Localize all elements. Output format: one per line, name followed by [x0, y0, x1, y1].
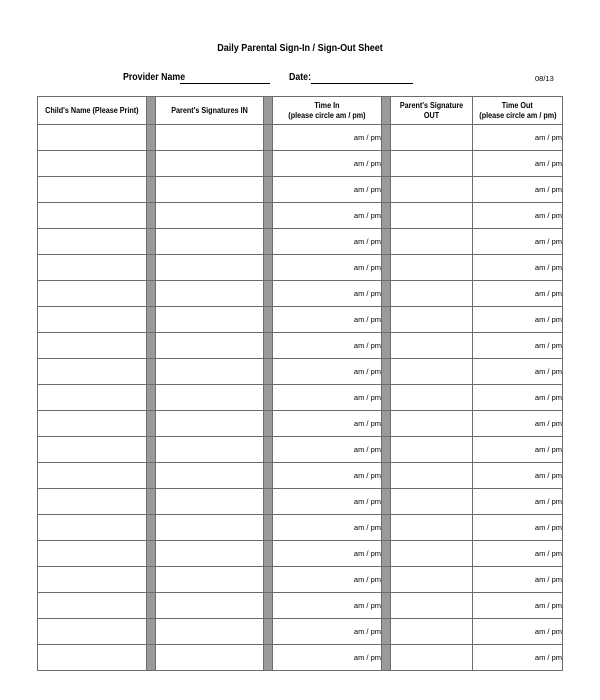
time-out-cell[interactable]: am / pm [473, 333, 563, 359]
column-divider [264, 593, 273, 619]
table-row [38, 255, 563, 281]
time-in-cell[interactable]: am / pm [273, 203, 382, 229]
column-divider [147, 307, 156, 333]
column-divider [264, 567, 273, 593]
signature-out-cell[interactable] [391, 125, 473, 151]
column-header-child-name: Child's Name (Please Print) [38, 97, 147, 125]
column-divider [147, 97, 156, 125]
signature-in-cell[interactable] [156, 593, 264, 619]
time-in-cell[interactable]: am / pm [273, 567, 382, 593]
child-name-cell[interactable] [38, 307, 147, 333]
time-in-cell[interactable]: am / pm [273, 645, 382, 671]
table-row [38, 463, 563, 489]
child-name-cell[interactable] [38, 541, 147, 567]
column-divider [382, 281, 391, 307]
time-in-cell[interactable]: am / pm [273, 385, 382, 411]
signature-out-cell[interactable] [391, 593, 473, 619]
table-row [38, 333, 563, 359]
child-name-cell[interactable] [38, 411, 147, 437]
child-name-cell[interactable] [38, 437, 147, 463]
signature-out-cell[interactable] [391, 281, 473, 307]
column-divider [147, 229, 156, 255]
signature-out-cell[interactable] [391, 177, 473, 203]
sign-in-out-table [37, 96, 563, 671]
table-row [38, 307, 563, 333]
signature-out-cell[interactable] [391, 619, 473, 645]
column-divider [382, 593, 391, 619]
column-divider [382, 125, 391, 151]
column-divider [264, 489, 273, 515]
provider-date-row [0, 70, 600, 86]
time-in-cell[interactable]: am / pm [273, 229, 382, 255]
signature-in-cell[interactable] [156, 255, 264, 281]
child-name-cell[interactable] [38, 489, 147, 515]
table-row [38, 541, 563, 567]
signature-out-cell[interactable] [391, 151, 473, 177]
column-divider [264, 515, 273, 541]
time-out-cell[interactable]: am / pm [473, 645, 563, 671]
signature-out-cell[interactable] [391, 411, 473, 437]
signature-in-cell[interactable] [156, 177, 264, 203]
column-divider [382, 229, 391, 255]
column-divider [382, 151, 391, 177]
time-out-cell[interactable]: am / pm [473, 437, 563, 463]
table-body [38, 125, 563, 671]
signature-out-cell[interactable] [391, 229, 473, 255]
time-out-cell[interactable]: am / pm [473, 125, 563, 151]
signature-in-cell[interactable] [156, 307, 264, 333]
time-in-cell[interactable]: am / pm [273, 151, 382, 177]
time-in-cell[interactable]: am / pm [273, 177, 382, 203]
column-divider [264, 307, 273, 333]
time-in-cell[interactable]: am / pm [273, 593, 382, 619]
signature-in-cell[interactable] [156, 203, 264, 229]
time-out-cell[interactable]: am / pm [473, 281, 563, 307]
child-name-cell[interactable] [38, 463, 147, 489]
signature-out-cell[interactable] [391, 437, 473, 463]
column-divider [264, 177, 273, 203]
column-divider [264, 645, 273, 671]
signature-out-cell[interactable] [391, 203, 473, 229]
column-divider [382, 567, 391, 593]
time-out-cell[interactable]: am / pm [473, 411, 563, 437]
table-row [38, 359, 563, 385]
time-out-cell[interactable]: am / pm [473, 463, 563, 489]
column-divider [147, 593, 156, 619]
signature-out-cell[interactable] [391, 515, 473, 541]
column-divider [264, 151, 273, 177]
signature-out-cell[interactable] [391, 645, 473, 671]
column-divider [147, 411, 156, 437]
child-name-cell[interactable] [38, 593, 147, 619]
child-name-cell[interactable] [38, 645, 147, 671]
signature-in-cell[interactable] [156, 411, 264, 437]
signature-in-cell[interactable] [156, 437, 264, 463]
column-divider [382, 177, 391, 203]
column-divider [382, 515, 391, 541]
time-out-cell[interactable]: am / pm [473, 255, 563, 281]
table-row [38, 489, 563, 515]
table-row [38, 645, 563, 671]
column-header-time-out: Time Out (please circle am / pm) [473, 97, 563, 125]
signature-in-cell[interactable] [156, 359, 264, 385]
column-divider [264, 437, 273, 463]
column-divider [147, 463, 156, 489]
column-divider [147, 255, 156, 281]
column-divider [382, 411, 391, 437]
column-header-signature-in: Parent's Signatures IN [156, 97, 264, 125]
table-row [38, 437, 563, 463]
column-header-signature-out: Parent's Signature OUT [391, 97, 473, 125]
time-in-cell[interactable]: am / pm [273, 541, 382, 567]
signature-in-cell[interactable] [156, 333, 264, 359]
column-divider [147, 281, 156, 307]
child-name-cell[interactable] [38, 385, 147, 411]
column-divider [264, 229, 273, 255]
signature-out-cell[interactable] [391, 307, 473, 333]
time-in-cell[interactable]: am / pm [273, 307, 382, 333]
column-divider [147, 177, 156, 203]
signature-out-cell[interactable] [391, 333, 473, 359]
form-revision-code: 08/13 [535, 74, 554, 83]
column-divider [264, 619, 273, 645]
signature-out-cell[interactable] [391, 489, 473, 515]
time-in-cell[interactable]: am / pm [273, 619, 382, 645]
column-divider [264, 463, 273, 489]
time-out-cell[interactable]: am / pm [473, 567, 563, 593]
table-row [38, 125, 563, 151]
table-row [38, 281, 563, 307]
child-name-cell[interactable] [38, 177, 147, 203]
child-name-cell[interactable] [38, 151, 147, 177]
signature-out-cell[interactable] [391, 359, 473, 385]
column-divider [264, 281, 273, 307]
column-divider [382, 489, 391, 515]
signature-in-cell[interactable] [156, 229, 264, 255]
signature-in-cell[interactable] [156, 619, 264, 645]
child-name-cell[interactable] [38, 229, 147, 255]
signature-in-cell[interactable] [156, 541, 264, 567]
column-divider [382, 97, 391, 125]
column-divider [147, 125, 156, 151]
column-divider [147, 515, 156, 541]
signature-out-cell[interactable] [391, 567, 473, 593]
provider-name-field[interactable] [180, 83, 270, 84]
signature-in-cell[interactable] [156, 489, 264, 515]
child-name-cell[interactable] [38, 125, 147, 151]
signature-out-cell[interactable] [391, 255, 473, 281]
time-out-cell[interactable]: am / pm [473, 489, 563, 515]
signature-in-cell[interactable] [156, 515, 264, 541]
time-in-cell[interactable]: am / pm [273, 125, 382, 151]
table-row [38, 619, 563, 645]
time-in-cell[interactable]: am / pm [273, 411, 382, 437]
table-row [38, 151, 563, 177]
signature-in-cell[interactable] [156, 567, 264, 593]
child-name-cell[interactable] [38, 359, 147, 385]
date-label: Date: [289, 72, 312, 83]
time-out-cell[interactable]: am / pm [473, 541, 563, 567]
signature-in-cell[interactable] [156, 385, 264, 411]
form-title: Daily Parental Sign-In / Sign-Out Sheet [217, 42, 383, 54]
time-out-cell[interactable]: am / pm [473, 619, 563, 645]
table-row [38, 411, 563, 437]
table-header-row [38, 97, 563, 125]
time-in-cell[interactable]: am / pm [273, 437, 382, 463]
column-divider [264, 255, 273, 281]
signature-in-cell[interactable] [156, 463, 264, 489]
column-divider [147, 489, 156, 515]
column-divider [382, 645, 391, 671]
column-divider [382, 437, 391, 463]
column-divider [147, 619, 156, 645]
column-divider [264, 385, 273, 411]
column-divider [147, 359, 156, 385]
time-out-cell[interactable]: am / pm [473, 593, 563, 619]
table-row [38, 229, 563, 255]
column-divider [147, 151, 156, 177]
child-name-cell[interactable] [38, 619, 147, 645]
time-out-cell[interactable]: am / pm [473, 515, 563, 541]
column-divider [382, 255, 391, 281]
column-header-time-in: Time In (please circle am / pm) [273, 97, 382, 125]
signature-in-cell[interactable] [156, 645, 264, 671]
signature-in-cell[interactable] [156, 125, 264, 151]
child-name-cell[interactable] [38, 281, 147, 307]
time-out-cell[interactable]: am / pm [473, 177, 563, 203]
table-row [38, 515, 563, 541]
table-row [38, 593, 563, 619]
signature-out-cell[interactable] [391, 385, 473, 411]
time-out-cell[interactable]: am / pm [473, 307, 563, 333]
time-in-cell[interactable]: am / pm [273, 281, 382, 307]
column-divider [147, 541, 156, 567]
child-name-cell[interactable] [38, 333, 147, 359]
signature-out-cell[interactable] [391, 463, 473, 489]
column-divider [264, 359, 273, 385]
column-divider [264, 203, 273, 229]
time-out-cell[interactable]: am / pm [473, 203, 563, 229]
table-row [38, 177, 563, 203]
column-divider [147, 385, 156, 411]
column-divider [264, 411, 273, 437]
time-in-cell[interactable]: am / pm [273, 489, 382, 515]
column-divider [147, 645, 156, 671]
column-divider [147, 437, 156, 463]
table-row [38, 567, 563, 593]
column-divider [147, 203, 156, 229]
column-divider [382, 359, 391, 385]
child-name-cell[interactable] [38, 255, 147, 281]
child-name-cell[interactable] [38, 515, 147, 541]
child-name-cell[interactable] [38, 567, 147, 593]
table-row [38, 203, 563, 229]
time-out-cell[interactable]: am / pm [473, 229, 563, 255]
time-in-cell[interactable]: am / pm [273, 463, 382, 489]
time-out-cell[interactable]: am / pm [473, 151, 563, 177]
column-divider [382, 385, 391, 411]
column-divider [382, 619, 391, 645]
time-in-cell[interactable]: am / pm [273, 359, 382, 385]
table-row [38, 385, 563, 411]
time-out-cell[interactable]: am / pm [473, 359, 563, 385]
column-divider [382, 203, 391, 229]
time-in-cell[interactable]: am / pm [273, 255, 382, 281]
column-divider [382, 333, 391, 359]
signature-in-cell[interactable] [156, 151, 264, 177]
column-divider [382, 307, 391, 333]
time-in-cell[interactable]: am / pm [273, 515, 382, 541]
child-name-cell[interactable] [38, 203, 147, 229]
column-divider [264, 333, 273, 359]
signature-in-cell[interactable] [156, 281, 264, 307]
date-field[interactable] [311, 83, 413, 84]
time-in-cell[interactable]: am / pm [273, 333, 382, 359]
column-divider [147, 333, 156, 359]
column-divider [264, 125, 273, 151]
column-divider [147, 567, 156, 593]
provider-name-label: Provider Name [123, 72, 186, 83]
column-divider [382, 541, 391, 567]
column-divider [264, 541, 273, 567]
signature-out-cell[interactable] [391, 541, 473, 567]
time-out-cell[interactable]: am / pm [473, 385, 563, 411]
column-divider [264, 97, 273, 125]
column-divider [382, 463, 391, 489]
